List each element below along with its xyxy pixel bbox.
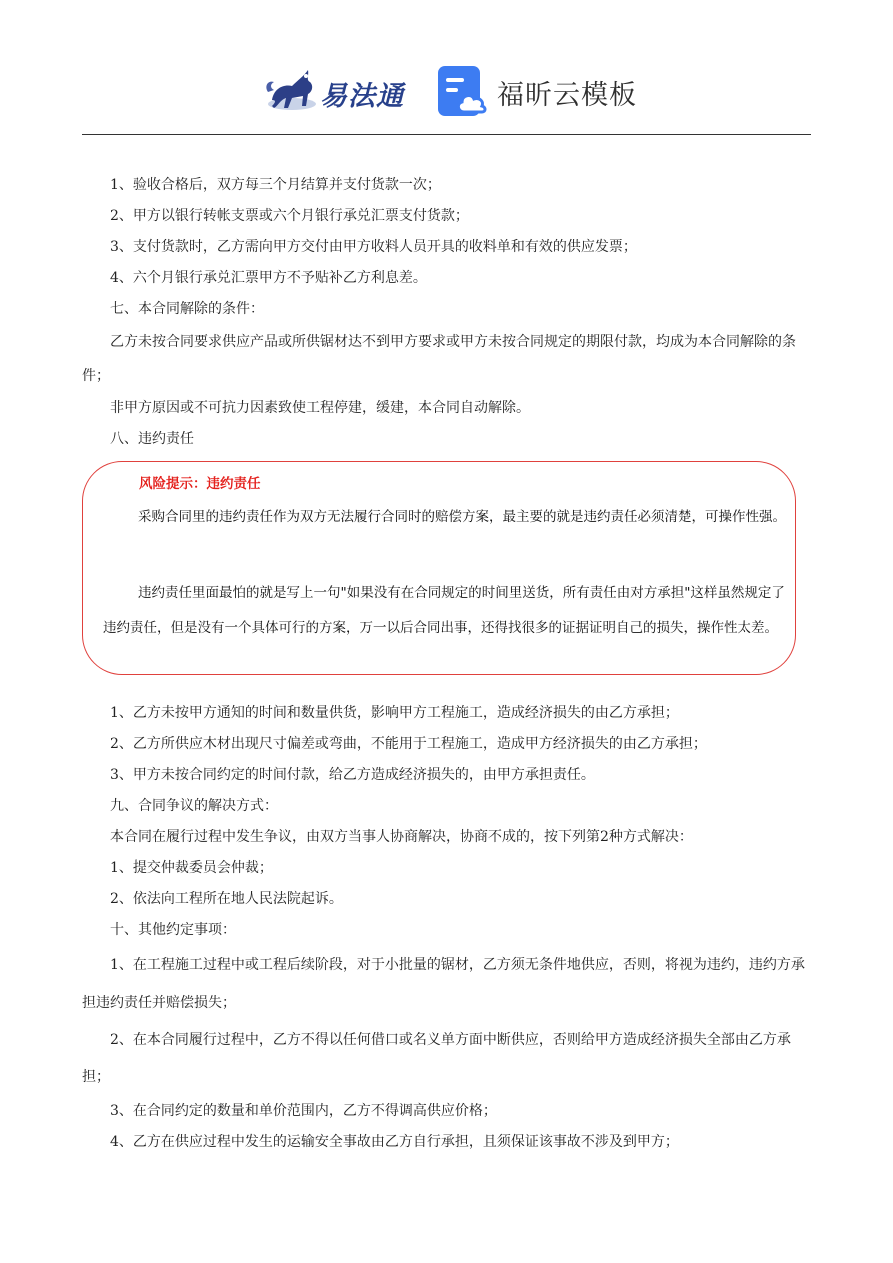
clause-paragraph: 1、验收合格后，双方每三个月结算并支付货款一次； <box>110 177 441 193</box>
clause-paragraph: 1、提交仲裁委员会仲裁； <box>110 860 273 876</box>
contract-section-top <box>82 170 813 455</box>
section-heading: 十、其他约定事项： <box>110 922 236 938</box>
page-header <box>0 0 893 136</box>
clause-paragraph: 3、在合同约定的数量和单价范围内，乙方不得调高供应价格； <box>110 1103 497 1119</box>
risk-warning-paragraph: 采购合同里的违约责任作为双方无法履行合同时的赔偿方案，最主要的就是违约责任必须清楚，可操作性强。 <box>138 509 786 525</box>
yifatong-logo <box>262 62 422 120</box>
clause-paragraph: 本合同在履行过程中发生争议，由双方当事人协商解决，协商不成的，按下列第2种方式解决： <box>110 829 693 845</box>
section-heading: 八、违约责任 <box>110 431 194 447</box>
clause-paragraph: 4、乙方在供应过程中发生的运输安全事故由乙方自行承担，且须保证该事故不涉及到甲方； <box>110 1134 679 1150</box>
header-divider <box>82 134 811 135</box>
risk-warning-title: 风险提示：违约责任 <box>139 476 261 492</box>
clause-paragraph: 2、在本合同履行过程中，乙方不得以任何借口或名义单方面中断供应，否则给甲方造成经济损失全部由乙方承担； <box>82 1032 791 1085</box>
logo-right-text: 福昕云模板 <box>497 80 637 111</box>
clause-paragraph: 2、甲方以银行转帐支票或六个月银行承兑汇票支付货款； <box>110 208 469 224</box>
clause-paragraph: 2、乙方所供应木材出现尺寸偏差或弯曲，不能用于工程施工，造成甲方经济损失的由乙方承担； <box>110 736 707 752</box>
contract-section-bottom <box>82 698 813 1158</box>
cloud-document-icon <box>436 64 488 120</box>
clause-paragraph: 3、甲方未按合同约定的时间付款，给乙方造成经济损失的，由甲方承担责任。 <box>110 767 595 783</box>
clause-paragraph: 1、在工程施工过程中或工程后续阶段，对于小批量的锯材，乙方须无条件地供应，否则，将视为违约，违约方承担违约责任并赔偿损失； <box>82 957 805 1011</box>
clause-paragraph: 乙方未按合同要求供应产品或所供锯材达不到甲方要求或甲方未按合同规定的期限付款，均成为本合同解除的条件； <box>82 334 796 384</box>
section-heading: 九、合同争议的解决方式： <box>110 798 278 814</box>
clause-paragraph: 2、依法向工程所在地人民法院起诉。 <box>110 891 343 907</box>
risk-warning-box <box>82 461 796 675</box>
clause-paragraph: 4、六个月银行承兑汇票甲方不予贴补乙方利息差。 <box>110 270 427 286</box>
logo-left-text: 易法通 <box>320 81 404 112</box>
clause-paragraph: 1、乙方未按甲方通知的时间和数量供货，影响甲方工程施工，造成经济损失的由乙方承担； <box>110 705 679 721</box>
clause-paragraph: 3、支付货款时，乙方需向甲方交付由甲方收料人员开具的收料单和有效的供应发票； <box>110 239 637 255</box>
risk-warning-paragraph: 违约责任里面最怕的就是写上一句"如果没有在合同规定的时间里送货，所有责任由对方承担"这样虽然规定了违约责任，但是没有一个具体可行的方案，万一以后合同出事，还得找很多的证据证明自己的损失，操作性太差。 <box>103 585 785 636</box>
section-heading: 七、本合同解除的条件： <box>110 301 264 317</box>
qilin-emblem-icon <box>262 62 320 120</box>
clause-paragraph: 非甲方原因或不可抗力因素致使工程停建，缓建，本合同自动解除。 <box>110 400 530 416</box>
